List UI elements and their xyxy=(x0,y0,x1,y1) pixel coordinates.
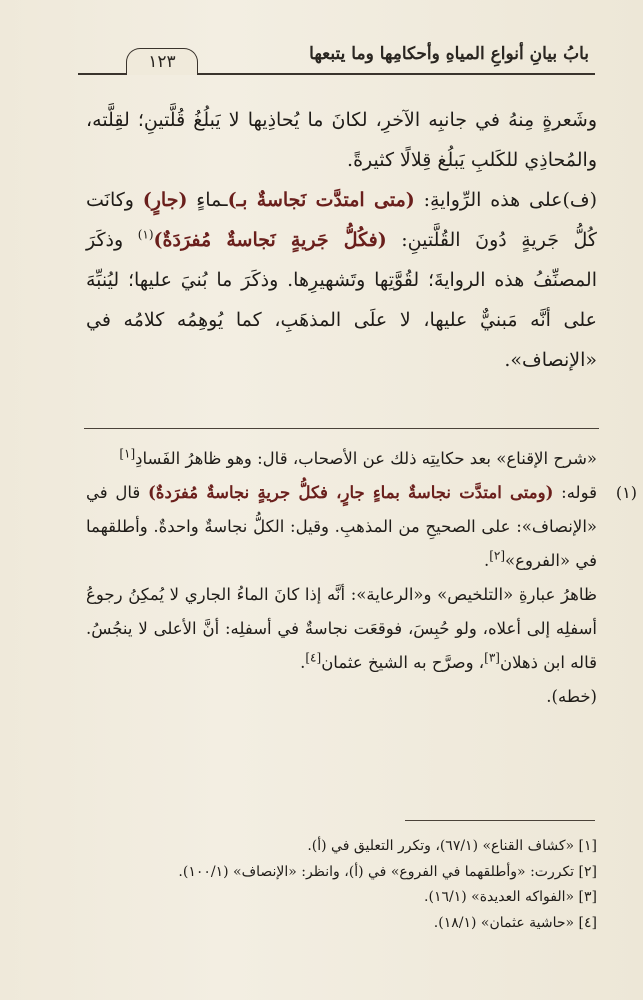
footnote-reference[interactable]: (١) xyxy=(137,227,154,242)
footnote-divider xyxy=(405,820,595,821)
footnote-reference[interactable]: [٤] xyxy=(305,650,322,665)
main-line-1: وشَعرةٍ مِنهُ في جانبِه الآخرِ، لكانَ ما يُحاذِيها لا يَبلُغُ قُلَّتينِ؛ لقِلَّته، xyxy=(86,109,597,131)
matn-quote: (متى امتدَّت نَجاسةٌ بـ) xyxy=(227,189,415,211)
commentary-text: ظاهرُ عبارةِ «التلخيص» و«الرعاية»: أنَّه إذا كانَ الماءُ الجاري لا يُمكِنُ رجوعُ أسفلِه إلى أعلاه، ولو حُبِسَ، فوقعَت نجاسةٌ في أسفلِه: أنَّ الأعلى لا ينجُسُ. قاله ابن ذهلان xyxy=(86,585,597,672)
commentary-text: . xyxy=(300,653,306,672)
commentary-paragraph xyxy=(86,578,597,680)
footnote-1: [١] «كشاف القناع» (٦٧/١)، وتكرر التعليق في (أ). xyxy=(307,838,597,854)
footnote-2: [٢] تكررت: «وأطلقهما في الفروع» في (أ)، وانظر: «الإنصاف» (١٠٠/١). xyxy=(178,863,597,880)
main-text-segment: (ف)على هذه الرِّوايةِ: xyxy=(423,189,597,211)
main-text xyxy=(86,100,597,380)
commentary-paragraph xyxy=(86,442,597,476)
commentary-paragraph xyxy=(86,680,597,714)
commentary-item-1: (١) قوله: (ومتى امتدَّت نجاسةٌ بماءٍ جارٍ، فكلُّ جريةٍ نجاسةٌ مُفرَدةٌ) قال في «الإنصاف»: على الصحيحِ من المذهبِ. وقيل: الكلُّ نجاسةٌ واحدةٌ. وأطلقهما في «الفروع»[٢]. xyxy=(86,476,597,578)
main-text-segment: ـماءٍ xyxy=(196,189,228,211)
main-paragraph-2 xyxy=(86,180,597,380)
commentary-section xyxy=(86,442,637,714)
running-header xyxy=(78,40,595,84)
commentary-text: قال في «الإنصاف»: على الصحيحِ من المذهبِ. وقيل: الكلُّ نجاسةٌ واحدةٌ. وأطلقهما في «الفروع» xyxy=(86,483,597,570)
matn-quote: (ومتى امتدَّت نجاسةٌ بماءٍ جارٍ، فكلُّ جريةٍ نجاسةٌ مُفرَدةٌ) xyxy=(148,483,554,502)
section-divider xyxy=(84,428,599,429)
main-text-segment: وذكَرَ المصنِّفُ هذه الروايةَ؛ لقُوَّتِها وتَشهيرِها. وذكَرَ ما بُنيَ عليها؛ ليُنبِّهَ على أنَّه مَبنيٌّ عليها، لا علَى المذهَبِ، كما يُوهِمُه كلامُه في «الإنصاف». xyxy=(86,229,597,371)
matn-quote: (فكُلُّ جَريةٍ نَجاسةٌ مُفرَدَةٌ) xyxy=(153,229,387,251)
chapter-title: بابُ بيانِ أنواعِ المياهِ وأحكامِها وما يتبعها xyxy=(309,44,589,64)
commentary-text: «شرح الإقناع» بعد حكايتِه ذلك عن الأصحاب، قال: وهو ظاهرُ الفَسادِ xyxy=(135,449,597,468)
footnote-reference[interactable]: [٢] xyxy=(489,548,506,563)
main-paragraph-1 xyxy=(86,100,597,180)
footnote-reference[interactable]: [٣] xyxy=(484,650,500,665)
page-number: ١٢٣ xyxy=(126,48,198,75)
footnote-4: [٤] «حاشية عثمان» (١٨/١). xyxy=(433,914,597,931)
matn-quote: (جارٍ) xyxy=(142,189,188,211)
footnote-reference[interactable]: [١] xyxy=(119,446,136,461)
commentary-text: ، وصرَّح به الشيخ عثمان xyxy=(321,653,485,672)
main-line-2: والمُحاذِي للكَلبِ يَبلُغ قِلالًا كثيرةً. xyxy=(347,149,597,171)
main-text-segment: وكانَت كُلُّ جَريةٍ دُونَ القُلَّتينِ: xyxy=(86,189,597,251)
handwriting-note: (خطه). xyxy=(546,687,597,706)
footnote-3: [٣] «الفواكه العديدة» (١٦/١). xyxy=(424,889,597,905)
footnotes xyxy=(90,834,597,936)
commentary-text: قوله: xyxy=(561,483,597,502)
commentary-number: (١) xyxy=(615,483,637,502)
